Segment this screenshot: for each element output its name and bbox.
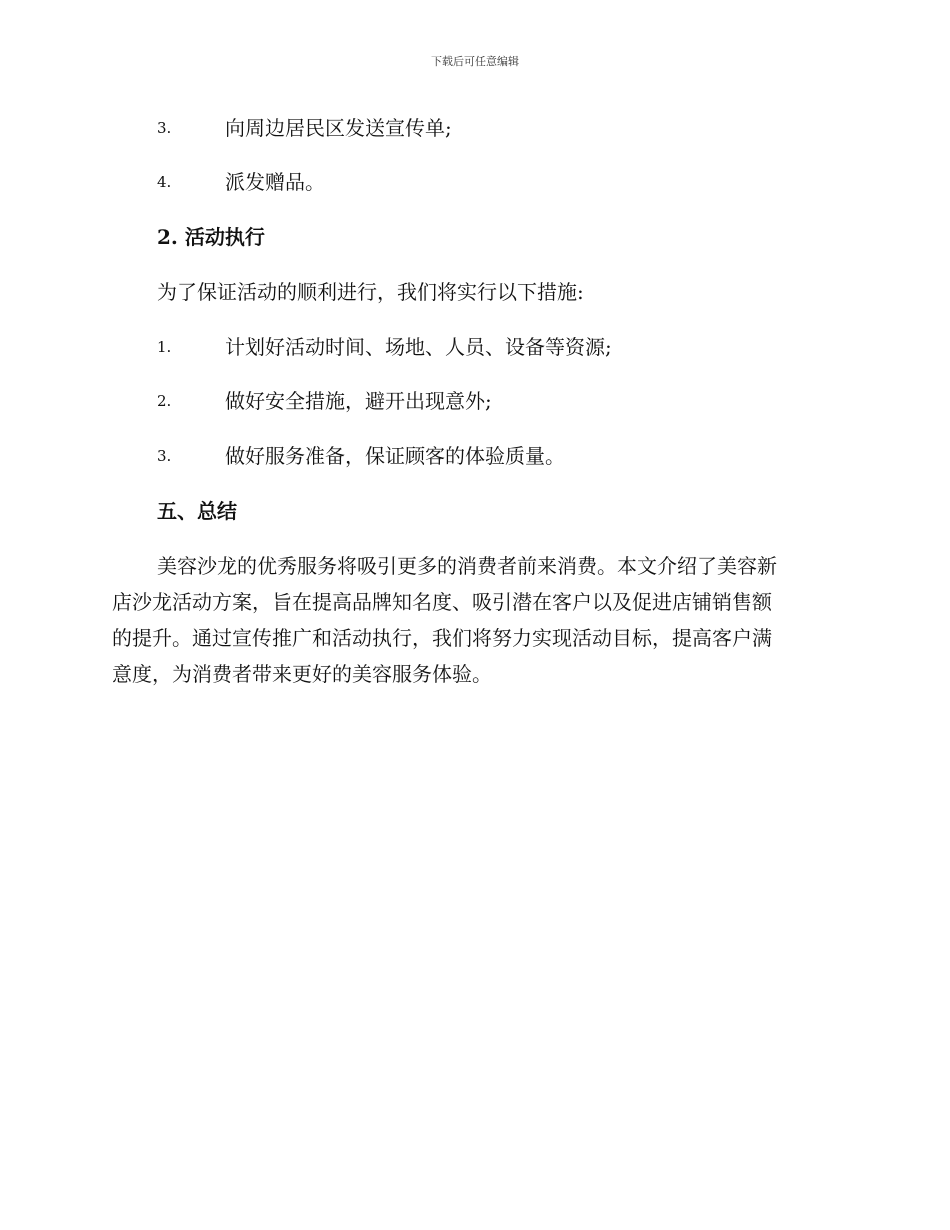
list-text: 做好安全措施，避开出现意外; <box>225 389 492 413</box>
summary-line: 美容沙龙的优秀服务将吸引更多的消费者前来消费。本文介绍了美容新 <box>157 554 777 578</box>
list-number: 2. <box>157 392 172 410</box>
list-text: 向周边居民区发送宣传单; <box>225 116 452 140</box>
list-text: 计划好活动时间、场地、人员、设备等资源; <box>225 335 612 359</box>
summary-line: 店沙龙活动方案，旨在提高品牌知名度、吸引潜在客户以及促进店铺销售额 <box>112 590 772 614</box>
summary-paragraph <box>112 548 832 692</box>
summary-line: 的提升。通过宣传推广和活动执行，我们将努力实现活动目标，提高客户满 <box>112 626 772 650</box>
summary-line: 意度，为消费者带来更好的美容服务体验。 <box>112 662 492 686</box>
section-heading-summary: 五、总结 <box>157 499 237 523</box>
page-header: 下载后可任意编辑 <box>431 55 519 68</box>
execution-intro: 为了保证活动的顺利进行，我们将实行以下措施: <box>157 280 584 304</box>
section-heading-execution: 2. 活动执行 <box>157 225 265 249</box>
list-number: 1. <box>157 338 172 356</box>
list-text: 做好服务准备，保证顾客的体验质量。 <box>225 444 565 468</box>
list-number: 3. <box>157 119 172 137</box>
list-number: 3. <box>157 447 172 465</box>
list-number: 4. <box>157 173 172 191</box>
list-text: 派发赠品。 <box>225 170 325 194</box>
